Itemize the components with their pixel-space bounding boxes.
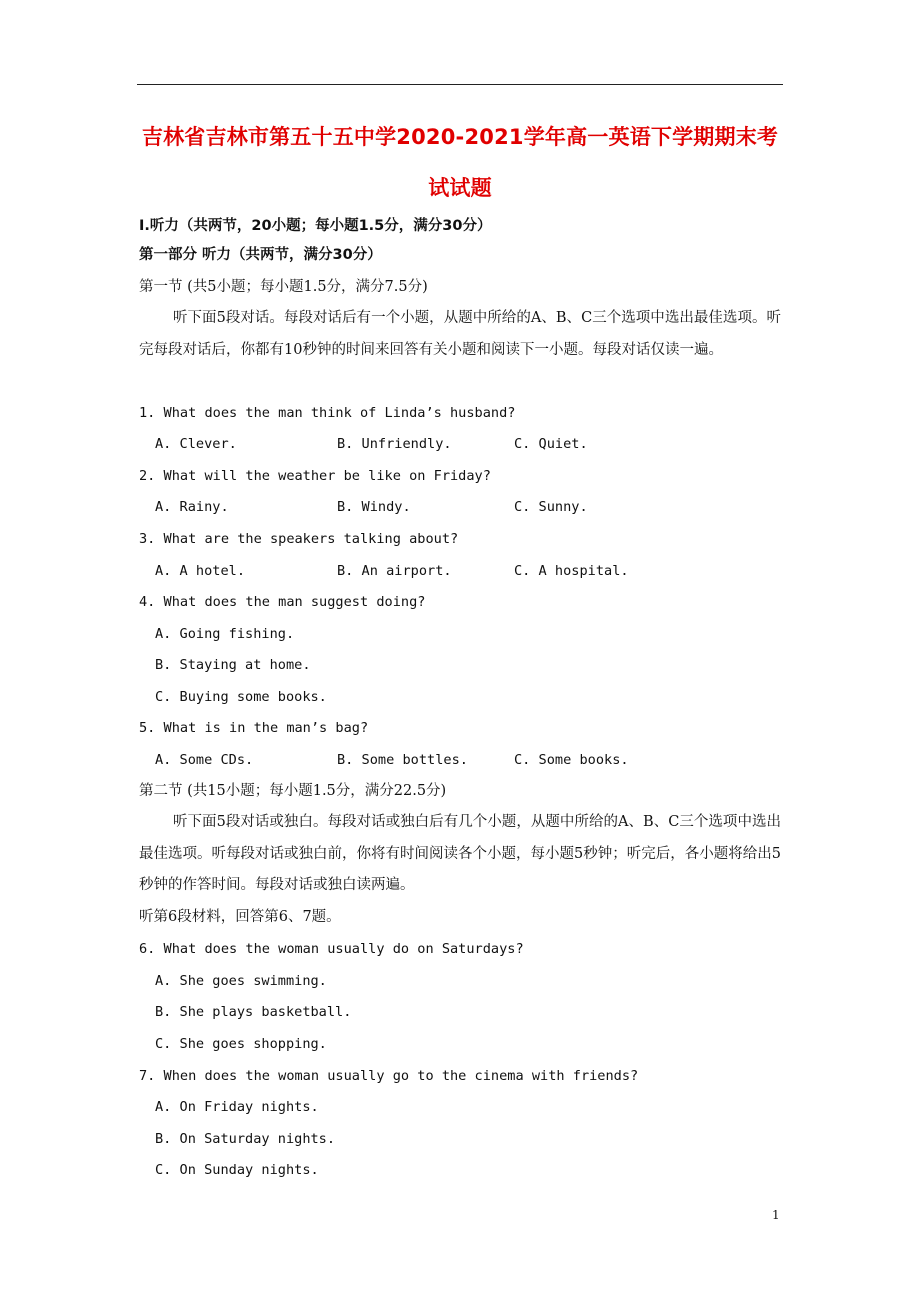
question-2: 2. What will the weather be like on Friday?: [139, 468, 491, 484]
q4-option-a: A. Going fishing.: [155, 626, 295, 642]
part1-heading: 第一节 (共5小题；每小题1.5分，满分7.5分): [139, 279, 428, 295]
q7-option-c: C. On Sunday nights.: [155, 1162, 319, 1178]
question-6: 6. What does the woman usually do on Saturdays?: [139, 941, 524, 957]
part2-instructions: 听下面5段对话或独白。每段对话或独白后有几个小题，从题中所给的A、B、C三个选项中选出最佳选项。听每段对话或独白前，你将有时间阅读各个小题，每小题5秒钟；听完后，各小题将给出5秒钟的作答时间。每段对话或独白读两遍。: [139, 814, 781, 893]
header-rule: [137, 84, 783, 85]
q4-option-b: B. Staying at home.: [155, 657, 311, 673]
section-header: I.听力（共两节，20小题；每小题1.5分，满分30分）: [139, 218, 492, 234]
page-number: 1: [772, 1208, 780, 1222]
q1-option-b: B. Unfriendly.: [337, 436, 452, 452]
q6-option-a: A. She goes swimming.: [155, 973, 327, 989]
q3-option-a: A. A hotel.: [155, 563, 246, 579]
exam-title-line-1: 吉林省吉林市第五十五中学2020-2021学年高一英语下学期期末考: [141, 125, 779, 149]
q3-option-c: C. A hospital.: [514, 563, 629, 579]
question-7: 7. When does the woman usually go to the cinema with friends?: [139, 1068, 639, 1084]
q5-option-c: C. Some books.: [514, 752, 629, 768]
part2-heading: 第二节 (共15小题；每小题1.5分，满分22.5分): [139, 783, 447, 799]
question-3: 3. What are the speakers talking about?: [139, 531, 459, 547]
q6-option-c: C. She goes shopping.: [155, 1036, 327, 1052]
q7-option-b: B. On Saturday nights.: [155, 1131, 336, 1147]
material-6-heading: 听第6段材料，回答第6、7题。: [139, 909, 341, 925]
question-5: 5. What is in the man’s bag?: [139, 720, 369, 736]
q5-option-b: B. Some bottles.: [337, 752, 468, 768]
q1-option-a: A. Clever.: [155, 436, 237, 452]
part-header: 第一部分 听力（共两节，满分30分）: [139, 247, 382, 263]
exam-title-line-2: 试试题: [428, 176, 492, 200]
q5-option-a: A. Some CDs.: [155, 752, 254, 768]
q4-option-c: C. Buying some books.: [155, 689, 327, 705]
q6-option-b: B. She plays basketball.: [155, 1004, 352, 1020]
q2-option-a: A. Rainy.: [155, 499, 229, 515]
question-1: 1. What does the man think of Linda’s husband?: [139, 405, 516, 421]
question-4: 4. What does the man suggest doing?: [139, 594, 426, 610]
part1-instructions: 听下面5段对话。每段对话后有一个小题，从题中所给的A、B、C三个选项中选出最佳选项。听完每段对话后，你都有10秒钟的时间来回答有关小题和阅读下一小题。每段对话仅读一遍。: [139, 310, 781, 358]
q3-option-b: B. An airport.: [337, 563, 452, 579]
q1-option-c: C. Quiet.: [514, 436, 588, 452]
q2-option-b: B. Windy.: [337, 499, 411, 515]
q2-option-c: C. Sunny.: [514, 499, 588, 515]
q7-option-a: A. On Friday nights.: [155, 1099, 319, 1115]
